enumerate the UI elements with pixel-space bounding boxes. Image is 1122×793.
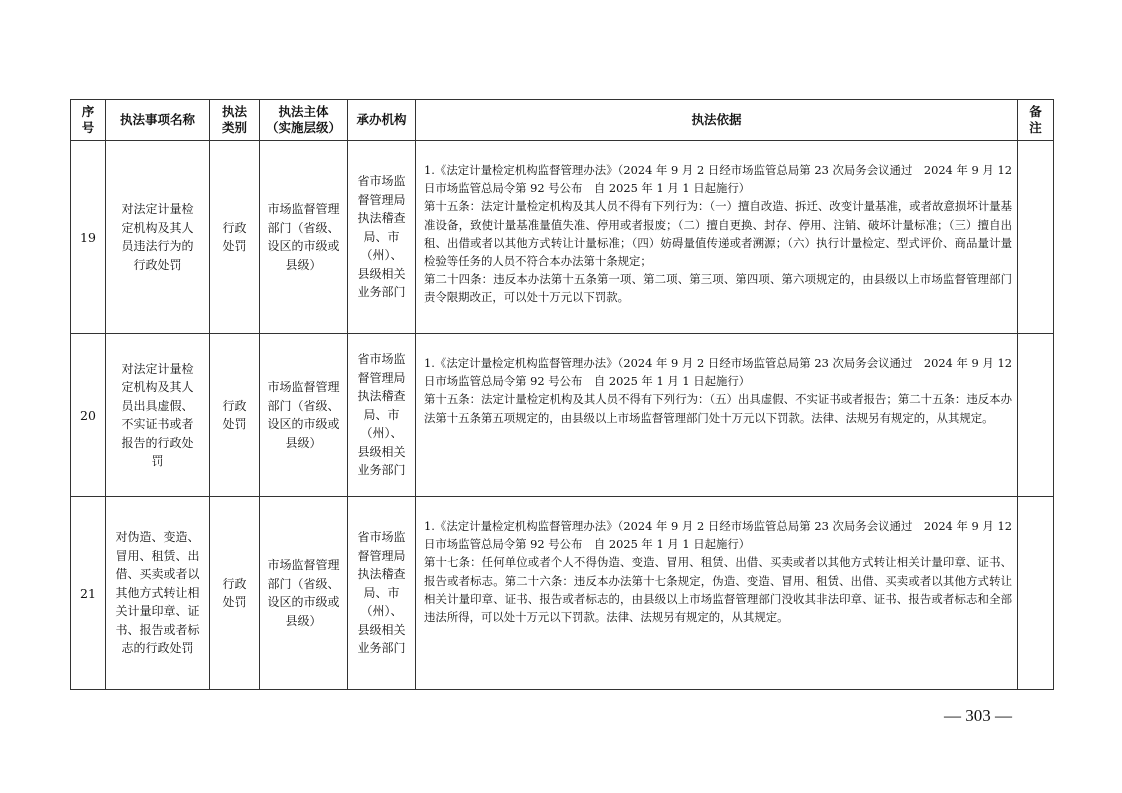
row-subject: 市场监督管理部门（省级、设区的市级或县级）	[260, 497, 348, 690]
basis-line: 1.《法定计量检定机构监督管理办法》（2024 年 9 月 2 日经市场监管总局第 23 次局务会议通过 2024 年 9 月 12 日市场监管总局令第 92 号公布 自 2025 年 1 月 1 日起施行）	[424, 519, 1012, 552]
table-row	[71, 497, 1054, 690]
basis-line: 第十七条：任何单位或者个人不得伪造、变造、冒用、租赁、出借、买卖或者以其他方式转让相关计量印章、证书、报告或者标志。第二十六条：违反本办法第十七条规定，伪造、变造、冒用、租赁、出借、买卖或者以其他方式转让相关计量印章、证书、报告或者标志的，由县级以上市场监督管理部门没收其非法印章、证书、报告或者标志和全部违法所得，可以处十万元以下罚款。法律、法规另有规定的，从其规定。	[424, 555, 1012, 625]
basis-line: 第十五条：法定计量检定机构及其人员不得有下列行为：（五）出具虚假、不实证书或者报告；第二十五条：违反本办法第十五条第五项规定的，由县级以上市场监督管理部门处十万元以下罚款。法律、法规另有规定的，从其规定。	[424, 392, 1012, 425]
basis-line: 第十五条：法定计量检定机构及其人员不得有下列行为：（一）擅自改造、拆迁、改变计量基准，或者故意损坏计量基准设备，致使计量基准量值失准、停用或者报废；（二）擅自更换、封存、停用、注销、破坏计量标准；（三）擅自出租、出借或者以其他方式转让计量标准；（四）妨碍量值传递或者溯源；（六）执行计量检定、型式评价、商品量计量检验等任务的人员不符合本办法第十条规定；	[424, 199, 1012, 269]
header-basis: 执法依据	[416, 100, 1018, 141]
row-remarks	[1018, 141, 1054, 334]
header-subject-line1: 执法主体	[278, 104, 329, 119]
row-remarks	[1018, 334, 1054, 497]
row-agency: 省市场监督管理局执法稽查局、市（州）、县级相关业务部门	[348, 334, 416, 497]
row-basis	[416, 141, 1018, 334]
header-subject	[260, 100, 348, 141]
row-remarks	[1018, 497, 1054, 690]
page-number: — 303 —	[944, 706, 1012, 725]
basis-line: 第二十四条：违反本办法第十五条第一项、第二项、第三项、第四项、第六项规定的，由县级以上市场监督管理部门责令限期改正，可以处十万元以下罚款。	[424, 272, 1012, 305]
row-basis	[416, 334, 1018, 497]
header-remarks: 备注	[1018, 100, 1054, 141]
header-item-name: 执法事项名称	[106, 100, 210, 141]
row-agency: 省市场监督管理局执法稽查局、市（州）、县级相关业务部门	[348, 497, 416, 690]
row-category: 行政处罚	[210, 497, 260, 690]
header-category: 执法类别	[210, 100, 260, 141]
header-seq: 序号	[71, 100, 106, 141]
basis-line: 1.《法定计量检定机构监督管理办法》（2024 年 9 月 2 日经市场监管总局第 23 次局务会议通过 2024 年 9 月 12 日市场监管总局令第 92 号公布 自 2025 年 1 月 1 日起施行）	[424, 356, 1012, 389]
table-row	[71, 334, 1054, 497]
table-row	[71, 141, 1054, 334]
table-header-row	[71, 100, 1054, 141]
row-item-name: 对法定计量检定机构及其人员出具虚假、不实证书或者报告的行政处罚	[106, 334, 210, 497]
row-item-name: 对法定计量检定机构及其人员违法行为的行政处罚	[106, 141, 210, 334]
row-category: 行政处罚	[210, 141, 260, 334]
header-subject-line2: （实施层级）	[265, 120, 341, 135]
row-seq: 20	[71, 334, 106, 497]
row-basis	[416, 497, 1018, 690]
row-subject: 市场监督管理部门（省级、设区的市级或县级）	[260, 141, 348, 334]
row-item-name: 对伪造、变造、冒用、租赁、出借、买卖或者以其他方式转让相关计量印章、证书、报告或者标志的行政处罚	[106, 497, 210, 690]
header-agency: 承办机构	[348, 100, 416, 141]
row-seq: 21	[71, 497, 106, 690]
row-subject: 市场监督管理部门（省级、设区的市级或县级）	[260, 334, 348, 497]
basis-line: 1.《法定计量检定机构监督管理办法》（2024 年 9 月 2 日经市场监管总局第 23 次局务会议通过 2024 年 9 月 12 日市场监管总局令第 92 号公布 自 2025 年 1 月 1 日起施行）	[424, 163, 1012, 196]
row-agency: 省市场监督管理局执法稽查局、市（州）、县级相关业务部门	[348, 141, 416, 334]
law-enforcement-table	[70, 99, 1054, 690]
row-category: 行政处罚	[210, 334, 260, 497]
row-seq: 19	[71, 141, 106, 334]
